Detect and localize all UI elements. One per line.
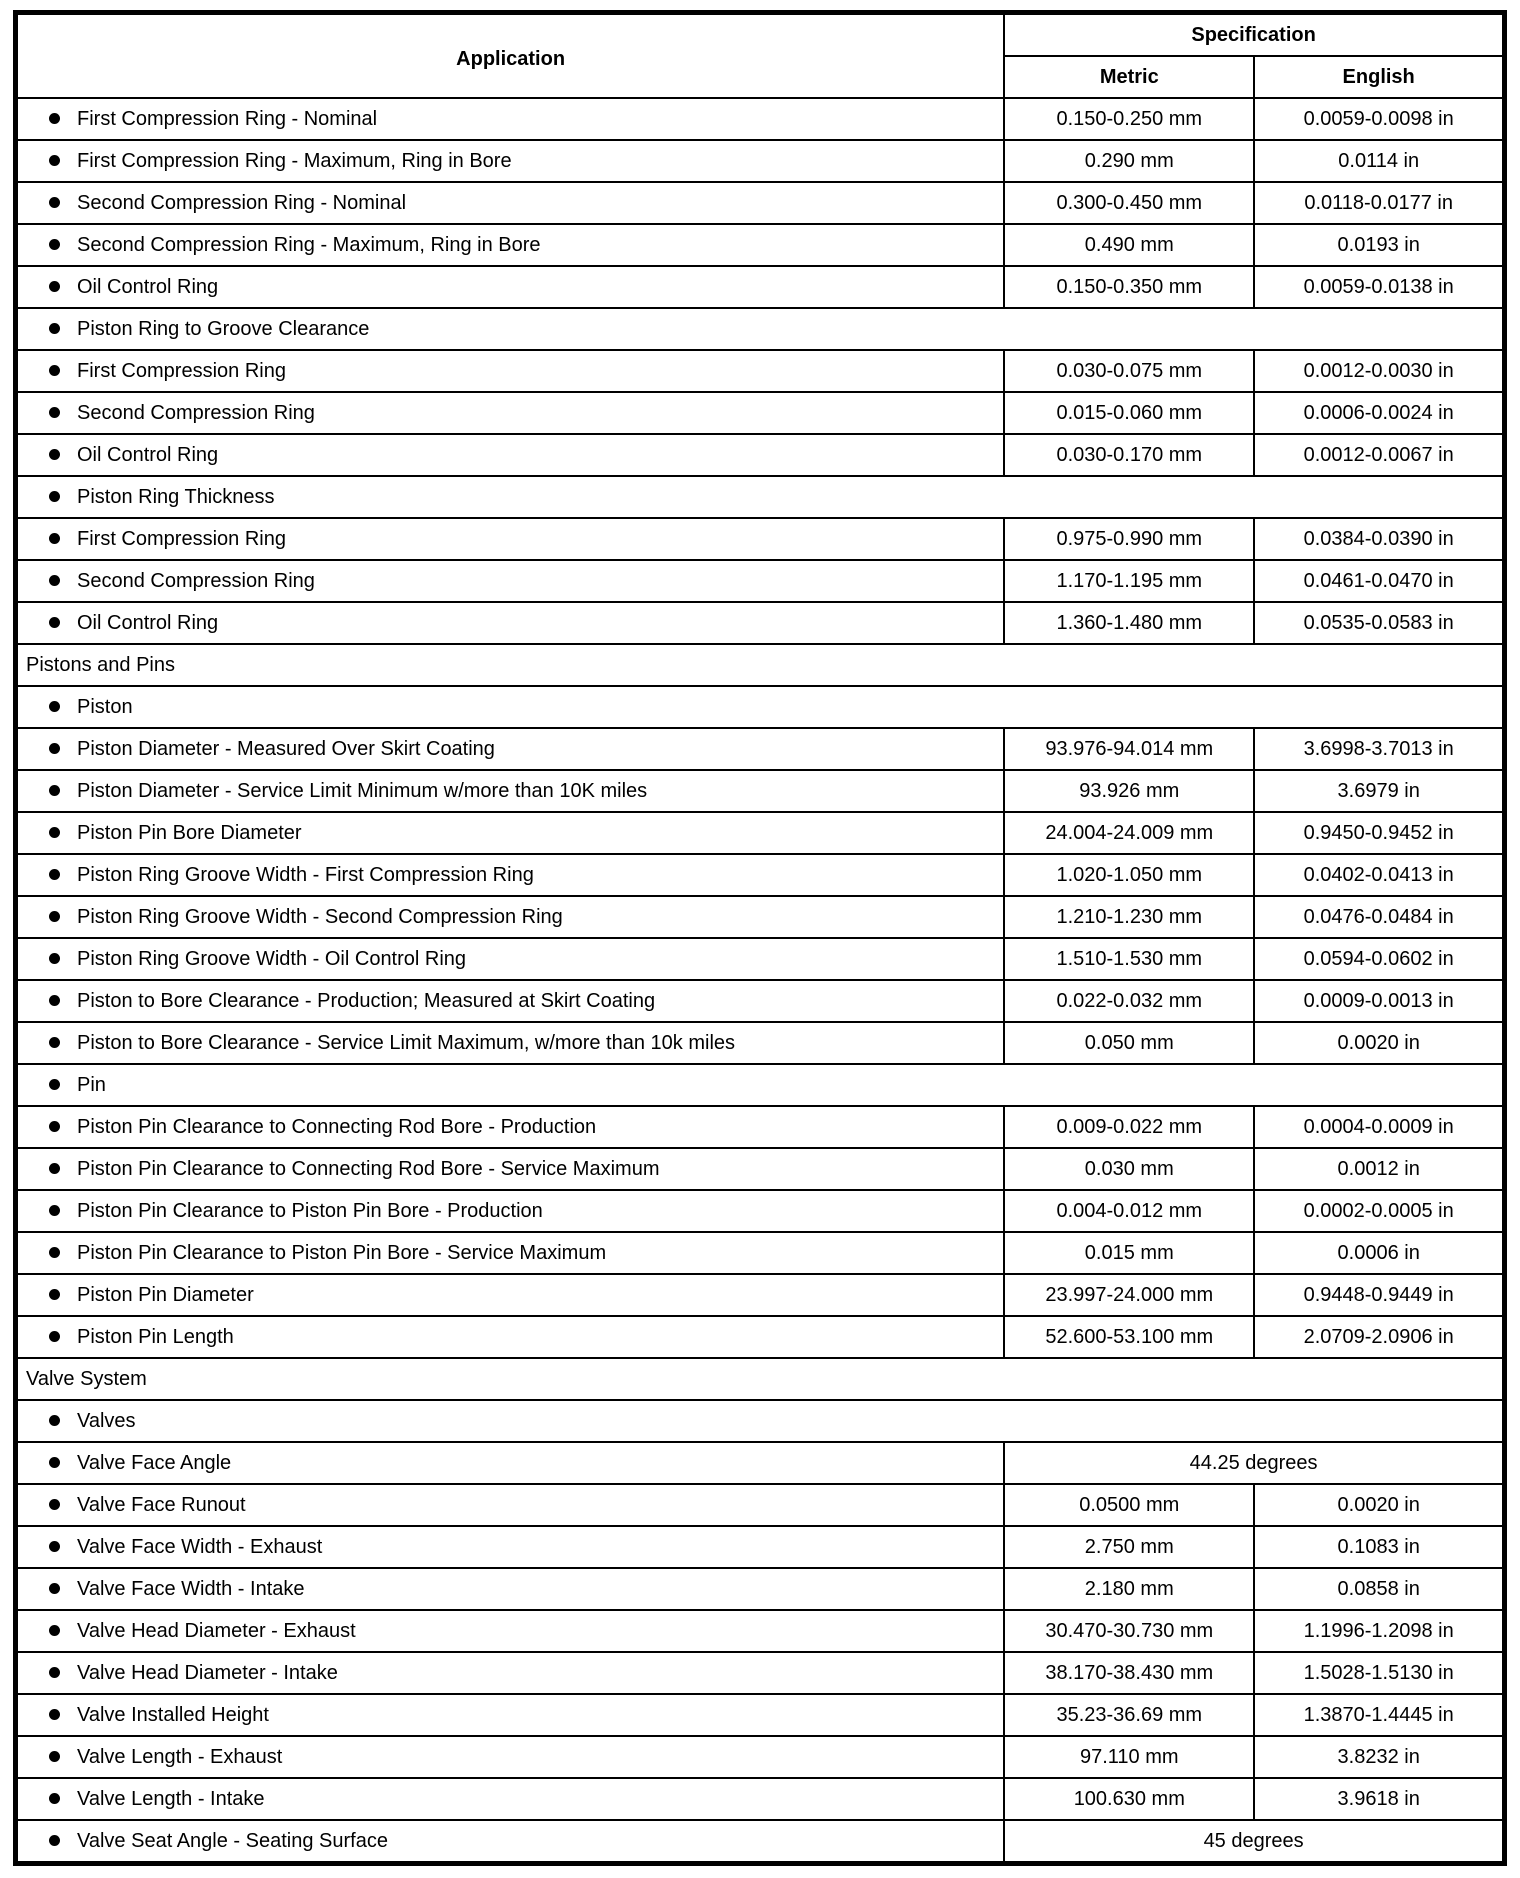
english-value: 0.0012-0.0030 in: [1254, 350, 1504, 392]
bullet-icon: [49, 1709, 60, 1720]
table-row: [16, 1274, 1505, 1316]
table-row: [16, 1190, 1505, 1232]
table-row: [16, 98, 1505, 140]
application-cell: [16, 266, 1005, 308]
bullet-icon: [49, 1499, 60, 1510]
metric-value: 24.004-24.009 mm: [1004, 812, 1254, 854]
application-cell: [16, 812, 1005, 854]
table-row: [16, 770, 1505, 812]
metric-value: 0.022-0.032 mm: [1004, 980, 1254, 1022]
application-label: Pistons and Pins: [26, 654, 175, 676]
application-label: Valve Face Runout: [77, 1494, 246, 1516]
application-cell: [16, 1736, 1005, 1778]
col-header-specification: Specification: [1004, 13, 1504, 57]
bullet-icon: [49, 701, 60, 712]
english-value: 0.0020 in: [1254, 1022, 1504, 1064]
spec-combined-value: 44.25 degrees: [1004, 1442, 1504, 1484]
bullet-icon: [49, 1625, 60, 1636]
metric-value: 0.015-0.060 mm: [1004, 392, 1254, 434]
bullet-icon: [49, 575, 60, 586]
application-label: Piston Pin Clearance to Piston Pin Bore - Service Maximum: [77, 1242, 607, 1264]
metric-value: 0.015 mm: [1004, 1232, 1254, 1274]
application-cell: [16, 602, 1005, 644]
english-value: 0.0006-0.0024 in: [1254, 392, 1504, 434]
table-row: [16, 518, 1505, 560]
metric-value: 0.030-0.170 mm: [1004, 434, 1254, 476]
english-value: 0.0535-0.0583 in: [1254, 602, 1504, 644]
application-label: Piston Pin Clearance to Connecting Rod Bore - Service Maximum: [77, 1158, 660, 1180]
col-header-english: English: [1254, 56, 1504, 98]
bullet-icon: [49, 1079, 60, 1090]
metric-value: 52.600-53.100 mm: [1004, 1316, 1254, 1358]
english-value: 0.0402-0.0413 in: [1254, 854, 1504, 896]
table-row: [16, 392, 1505, 434]
application-cell: [16, 1652, 1005, 1694]
table-row: [16, 980, 1505, 1022]
metric-value: 0.975-0.990 mm: [1004, 518, 1254, 560]
application-label: Piston Diameter - Service Limit Minimum w/more than 10K miles: [77, 780, 648, 802]
english-value: 3.6998-3.7013 in: [1254, 728, 1504, 770]
metric-value: 0.150-0.350 mm: [1004, 266, 1254, 308]
bullet-icon: [49, 1331, 60, 1342]
application-cell: [16, 770, 1005, 812]
table-row: [16, 1106, 1505, 1148]
metric-value: 38.170-38.430 mm: [1004, 1652, 1254, 1694]
table-row: [16, 1610, 1505, 1652]
application-cell: [16, 896, 1005, 938]
table-row: [16, 1526, 1505, 1568]
application-label: Piston Diameter - Measured Over Skirt Coating: [77, 738, 495, 760]
bullet-icon: [49, 155, 60, 166]
english-value: 1.1996-1.2098 in: [1254, 1610, 1504, 1652]
metric-value: 0.009-0.022 mm: [1004, 1106, 1254, 1148]
table-row: [16, 1694, 1505, 1736]
bullet-icon: [49, 1205, 60, 1216]
bullet-icon: [49, 1583, 60, 1594]
application-label: Valve Seat Angle - Seating Surface: [77, 1830, 388, 1852]
metric-value: 0.030-0.075 mm: [1004, 350, 1254, 392]
application-label: Piston to Bore Clearance - Production; Measured at Skirt Coating: [77, 990, 656, 1012]
metric-value: 0.290 mm: [1004, 140, 1254, 182]
bullet-icon: [49, 1457, 60, 1468]
table-row: [16, 182, 1505, 224]
table-row: [16, 140, 1505, 182]
metric-value: 2.180 mm: [1004, 1568, 1254, 1610]
application-cell: [16, 392, 1005, 434]
application-label: Valve Head Diameter - Exhaust: [77, 1620, 356, 1642]
application-cell: [16, 1232, 1005, 1274]
bullet-icon: [49, 1121, 60, 1132]
metric-value: 1.210-1.230 mm: [1004, 896, 1254, 938]
application-label: First Compression Ring - Maximum, Ring in Bore: [77, 150, 512, 172]
section-row: [16, 476, 1505, 518]
application-label: First Compression Ring - Nominal: [77, 108, 378, 130]
bullet-icon: [49, 1793, 60, 1804]
application-label: Valve Head Diameter - Intake: [77, 1662, 338, 1684]
bullet-icon: [49, 743, 60, 754]
bullet-icon: [49, 113, 60, 124]
english-value: 0.9450-0.9452 in: [1254, 812, 1504, 854]
bullet-icon: [49, 1247, 60, 1258]
application-label: Piston Ring Thickness: [77, 486, 275, 508]
application-cell: [16, 308, 1505, 350]
table-row: [16, 854, 1505, 896]
application-label: Piston Ring Groove Width - First Compression Ring: [77, 864, 534, 886]
application-label: Piston to Bore Clearance - Service Limit Maximum, w/more than 10k miles: [77, 1032, 736, 1054]
english-value: 3.8232 in: [1254, 1736, 1504, 1778]
english-value: 0.0059-0.0098 in: [1254, 98, 1504, 140]
bullet-icon: [49, 449, 60, 460]
bullet-icon: [49, 827, 60, 838]
application-cell: [16, 1778, 1005, 1820]
application-label: Valve System: [26, 1368, 147, 1390]
table-row: [16, 1484, 1505, 1526]
metric-value: 97.110 mm: [1004, 1736, 1254, 1778]
application-cell: [16, 728, 1005, 770]
bullet-icon: [49, 911, 60, 922]
english-value: 0.0193 in: [1254, 224, 1504, 266]
spec-combined-value: 45 degrees: [1004, 1820, 1504, 1864]
application-cell: [16, 1022, 1005, 1064]
table-row: [16, 350, 1505, 392]
table-row: [16, 1022, 1505, 1064]
english-value: 0.0012-0.0067 in: [1254, 434, 1504, 476]
english-value: 3.9618 in: [1254, 1778, 1504, 1820]
application-label: First Compression Ring: [77, 528, 286, 550]
bullet-icon: [49, 953, 60, 964]
metric-value: 1.020-1.050 mm: [1004, 854, 1254, 896]
application-label: Oil Control Ring: [77, 444, 219, 466]
bullet-icon: [49, 1751, 60, 1762]
application-label: Piston Pin Clearance to Connecting Rod Bore - Production: [77, 1116, 597, 1138]
bullet-icon: [49, 407, 60, 418]
table-row: [16, 1316, 1505, 1358]
application-label: Valves: [77, 1410, 136, 1432]
bullet-icon: [49, 1541, 60, 1552]
english-value: 0.0059-0.0138 in: [1254, 266, 1504, 308]
application-cell: [16, 182, 1005, 224]
application-cell: [16, 1568, 1005, 1610]
application-cell: [16, 1610, 1005, 1652]
application-cell: [16, 518, 1005, 560]
table-row: [16, 1148, 1505, 1190]
application-cell: [16, 1484, 1005, 1526]
application-label: Second Compression Ring: [77, 570, 315, 592]
application-cell: [16, 938, 1005, 980]
english-value: 0.0118-0.0177 in: [1254, 182, 1504, 224]
metric-value: 93.976-94.014 mm: [1004, 728, 1254, 770]
metric-value: 1.170-1.195 mm: [1004, 560, 1254, 602]
table-row: [16, 266, 1505, 308]
application-cell: [16, 476, 1505, 518]
bullet-icon: [49, 323, 60, 334]
bullet-icon: [49, 1163, 60, 1174]
header-row-1: [16, 13, 1505, 57]
application-label: Piston Pin Clearance to Piston Pin Bore - Production: [77, 1200, 543, 1222]
application-cell: [16, 1316, 1005, 1358]
english-value: 0.0594-0.0602 in: [1254, 938, 1504, 980]
bullet-icon: [49, 1037, 60, 1048]
metric-value: 0.050 mm: [1004, 1022, 1254, 1064]
application-label: Second Compression Ring: [77, 402, 315, 424]
application-cell: [16, 1820, 1005, 1864]
application-cell: [16, 1694, 1005, 1736]
application-label: Piston: [77, 696, 133, 718]
bullet-icon: [49, 1415, 60, 1426]
application-label: Second Compression Ring - Nominal: [77, 192, 407, 214]
section-row: [16, 1358, 1505, 1400]
bullet-icon: [49, 1667, 60, 1678]
table-row: [16, 938, 1505, 980]
col-header-metric: Metric: [1004, 56, 1254, 98]
metric-value: 23.997-24.000 mm: [1004, 1274, 1254, 1316]
bullet-icon: [49, 365, 60, 376]
spec-table: [13, 10, 1507, 1866]
english-value: 0.9448-0.9449 in: [1254, 1274, 1504, 1316]
application-label: Piston Pin Length: [77, 1326, 234, 1348]
application-cell: [16, 644, 1505, 686]
application-label: Valve Face Width - Exhaust: [77, 1536, 323, 1558]
bullet-icon: [49, 491, 60, 502]
application-label: Piston Ring Groove Width - Second Compression Ring: [77, 906, 563, 928]
bullet-icon: [49, 281, 60, 292]
application-cell: [16, 1400, 1505, 1442]
application-cell: [16, 224, 1005, 266]
application-cell: [16, 98, 1005, 140]
bullet-icon: [49, 533, 60, 544]
application-cell: [16, 1064, 1505, 1106]
table-row: [16, 602, 1505, 644]
bullet-icon: [49, 1835, 60, 1846]
table-row: [16, 728, 1505, 770]
metric-value: 1.360-1.480 mm: [1004, 602, 1254, 644]
english-value: 0.0384-0.0390 in: [1254, 518, 1504, 560]
metric-value: 30.470-30.730 mm: [1004, 1610, 1254, 1652]
english-value: 0.0476-0.0484 in: [1254, 896, 1504, 938]
application-cell: [16, 1442, 1005, 1484]
english-value: 3.6979 in: [1254, 770, 1504, 812]
english-value: 0.0012 in: [1254, 1148, 1504, 1190]
bullet-icon: [49, 197, 60, 208]
application-label: First Compression Ring: [77, 360, 286, 382]
application-label: Valve Length - Exhaust: [77, 1746, 283, 1768]
english-value: 0.0114 in: [1254, 140, 1504, 182]
english-value: 1.3870-1.4445 in: [1254, 1694, 1504, 1736]
table-row: [16, 1232, 1505, 1274]
application-cell: [16, 980, 1005, 1022]
section-row: [16, 644, 1505, 686]
application-cell: [16, 1148, 1005, 1190]
section-row: [16, 1442, 1505, 1484]
english-value: 0.0004-0.0009 in: [1254, 1106, 1504, 1148]
application-cell: [16, 140, 1005, 182]
metric-value: 1.510-1.530 mm: [1004, 938, 1254, 980]
application-label: Valve Installed Height: [77, 1704, 269, 1726]
application-cell: [16, 1106, 1005, 1148]
application-label: Piston Pin Bore Diameter: [77, 822, 302, 844]
application-label: Valve Length - Intake: [77, 1788, 265, 1810]
metric-value: 35.23-36.69 mm: [1004, 1694, 1254, 1736]
english-value: 0.0009-0.0013 in: [1254, 980, 1504, 1022]
application-label: Second Compression Ring - Maximum, Ring in Bore: [77, 234, 541, 256]
section-row: [16, 1820, 1505, 1864]
application-label: Piston Ring Groove Width - Oil Control Ring: [77, 948, 467, 970]
table-row: [16, 1778, 1505, 1820]
application-cell: [16, 560, 1005, 602]
spec-table-header: [16, 13, 1505, 99]
section-row: [16, 1400, 1505, 1442]
bullet-icon: [49, 617, 60, 628]
metric-value: 0.030 mm: [1004, 1148, 1254, 1190]
table-row: [16, 1736, 1505, 1778]
application-cell: [16, 1190, 1005, 1232]
english-value: 0.0461-0.0470 in: [1254, 560, 1504, 602]
bullet-icon: [49, 785, 60, 796]
metric-value: 0.490 mm: [1004, 224, 1254, 266]
table-row: [16, 560, 1505, 602]
section-row: [16, 1064, 1505, 1106]
col-header-application: Application: [16, 13, 1005, 99]
application-cell: [16, 1358, 1505, 1400]
application-label: Pin: [77, 1074, 106, 1096]
application-label: Oil Control Ring: [77, 276, 219, 298]
table-row: [16, 1652, 1505, 1694]
application-label: Piston Ring to Groove Clearance: [77, 318, 370, 340]
table-row: [16, 896, 1505, 938]
table-row: [16, 1568, 1505, 1610]
application-cell: [16, 434, 1005, 476]
application-cell: [16, 686, 1505, 728]
table-row: [16, 812, 1505, 854]
metric-value: 2.750 mm: [1004, 1526, 1254, 1568]
metric-value: 100.630 mm: [1004, 1778, 1254, 1820]
bullet-icon: [49, 995, 60, 1006]
metric-value: 0.150-0.250 mm: [1004, 98, 1254, 140]
application-cell: [16, 854, 1005, 896]
table-row: [16, 224, 1505, 266]
english-value: 0.0002-0.0005 in: [1254, 1190, 1504, 1232]
section-row: [16, 686, 1505, 728]
english-value: 0.0006 in: [1254, 1232, 1504, 1274]
english-value: 1.5028-1.5130 in: [1254, 1652, 1504, 1694]
section-row: [16, 308, 1505, 350]
application-label: Piston Pin Diameter: [77, 1284, 254, 1306]
metric-value: 0.0500 mm: [1004, 1484, 1254, 1526]
metric-value: 93.926 mm: [1004, 770, 1254, 812]
english-value: 0.0020 in: [1254, 1484, 1504, 1526]
application-cell: [16, 350, 1005, 392]
english-value: 0.0858 in: [1254, 1568, 1504, 1610]
application-cell: [16, 1274, 1005, 1316]
application-cell: [16, 1526, 1005, 1568]
spec-table-body: [16, 98, 1505, 1864]
metric-value: 0.300-0.450 mm: [1004, 182, 1254, 224]
application-label: Oil Control Ring: [77, 612, 219, 634]
metric-value: 0.004-0.012 mm: [1004, 1190, 1254, 1232]
bullet-icon: [49, 1289, 60, 1300]
application-label: Valve Face Angle: [77, 1452, 232, 1474]
english-value: 0.1083 in: [1254, 1526, 1504, 1568]
bullet-icon: [49, 239, 60, 250]
application-label: Valve Face Width - Intake: [77, 1578, 305, 1600]
table-row: [16, 434, 1505, 476]
bullet-icon: [49, 869, 60, 880]
english-value: 2.0709-2.0906 in: [1254, 1316, 1504, 1358]
